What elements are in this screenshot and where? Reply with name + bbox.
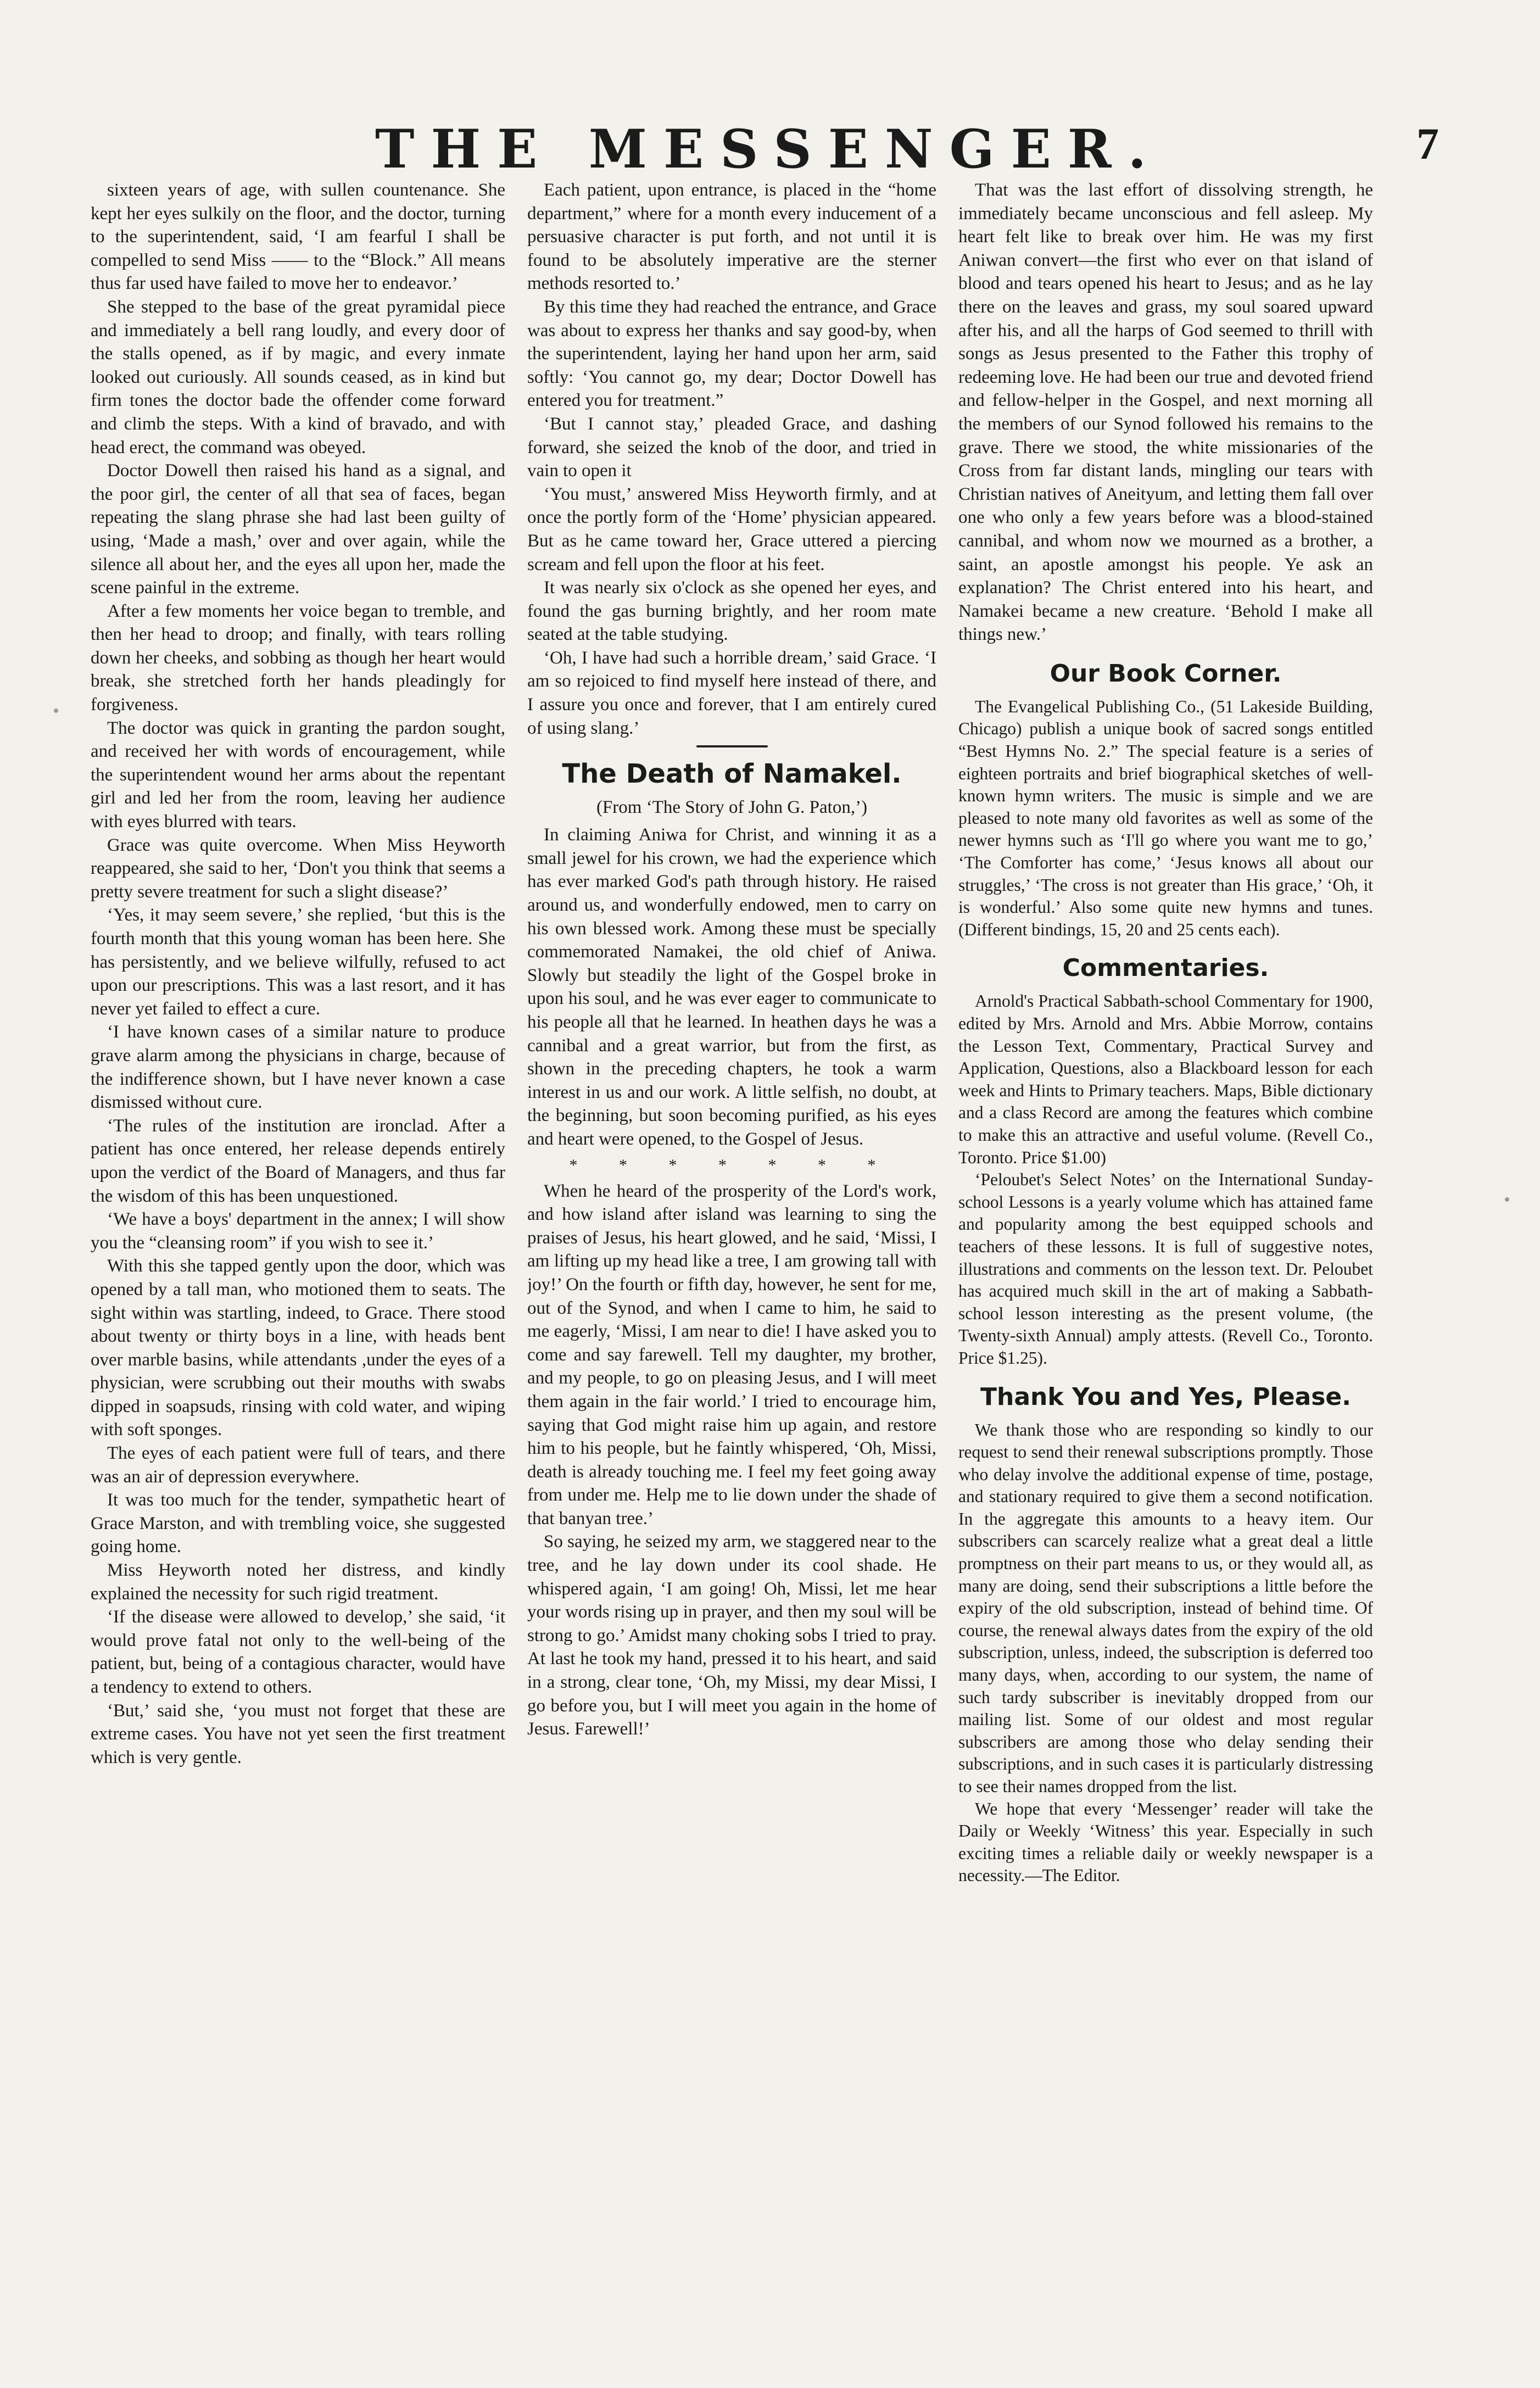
commentaries-body <box>958 990 1373 1369</box>
death-of-namakel-body <box>527 823 936 1151</box>
paragraph: ‘The rules of the institution are ironclad. After a patient has once entered, her release depends entirely upon the verdict of the Board of Managers, and thus far the wisdom of this has been unquestioned. <box>91 1115 505 1206</box>
paragraph: ‘Peloubet's Select Notes’ on the International Sunday-school Lessons is a yearly volume which has attained fame and popularity among the best equipped schools and teachers of these lessons. It is full of suggestive notes, illustrations and comments on the lesson text. Dr. Peloubet has acquired much skill in the art of making a Sabbath-school lesson interesting as the present volume, (the Twenty-sixth Annual) amply attests. (Revell Co., Toronto. Price $1.25). <box>958 1170 1373 1368</box>
commentaries-heading: Commentaries. <box>1062 954 1269 983</box>
paragraph: Miss Heyworth noted her distress, and kindly explained the necessity for such rigid treatment. <box>91 1560 505 1604</box>
story-conclusion <box>527 178 936 740</box>
paragraph: So saying, he seized my arm, we staggered near to the tree, and he lay down under its cool shade. He whispered again, ‘I am going! Oh, Missi, let me hear your words rising up in prayer, and then my soul will be strong to go.’ Amidst many choking sobs I tried to pray. At last he took my hand, pressed it to his heart, and said in a strong, clear tone, ‘Oh, my Missi, my dear Missi, I go before you, but I will meet you again in the home of Jesus. Farewell!’ <box>527 1532 936 1739</box>
namakel-conclusion <box>958 178 1373 646</box>
article-byline: (From ‘The Story of John G. Paton,’) <box>596 797 868 818</box>
paragraph: We thank those who are responding so kindly to our request to send their renewal subscriptions promptly. Those who delay involve the additional expense of time, postage, and stationary required to give them a second notification. In the aggregate this amounts to a heavy item. Our subscribers can scarcely realize what a great deal a little promptness on their part means to us, or they would all, as many are doing, send their subscriptions a little before the expiry of the old subscription, instead of behind time. Of course, the renewal always dates from the expiry of the old subscription, unless, indeed, the subscription is deferred too many days, when, according to our system, the name of such tardy subscriber is inevitably dropped from our mailing list. Some of our oldest and most regular subscribers are among those who delay sending their subscriptions, and in such cases it is particularly distressing to see their names dropped from the list. <box>958 1420 1373 1796</box>
paragraph: It was too much for the tender, sympathetic heart of Grace Marston, and with trembling voice, she suggested going home. <box>91 1490 505 1557</box>
paragraph: ‘Yes, it may seem severe,’ she replied, ‘but this is the fourth month that this young woman has been here. She has persistently, and we believe wilfully, refused to act upon our prescriptions. This was a last resort, and it has never yet failed to effect a cure. <box>91 905 505 1019</box>
death-of-namakel-body-continued <box>527 1180 936 1741</box>
paragraph: The Evangelical Publishing Co., (51 Lakeside Building, Chicago) publish a unique book of sacred songs entitled “Best Hymns No. 2.” The special feature is a series of eighteen portraits and brief biographical sketches of well-known hymn writers. The music is simple and we are pleased to note many old favorites as well as some of the newer hymns such as ‘I'll go where you want me to go,’ ‘The Comforter has come,’ ‘Jesus knows all about our struggles,’ ‘The cross is not greater than His grace,’ ‘Oh, it is wonderful.’ Also some quite new hymns and tunes. (Different bindings, 15, 20 and 25 cents each). <box>958 696 1373 939</box>
paragraph: After a few moments her voice began to tremble, and then her head to droop; and finally, with tears rolling down her cheeks, and sobbing as though her heart would break, she stretched forth her hands pleadingly for forgiveness. <box>91 601 505 715</box>
paragraph: The eyes of each patient were full of tears, and there was an air of depression everywhere. <box>91 1443 505 1487</box>
page-number: 7 <box>1416 119 1439 169</box>
section-divider <box>696 745 768 747</box>
paragraph: In claiming Aniwa for Christ, and winning it as a small jewel for his crown, we had the experience which has ever marked God's path through history. He raised around us, and wonderfully endowed, men to carry on his own blessed work. Among these must be specially commemorated Namakei, the old chief of Aniwa. Slowly but steadily the light of the Gospel broke in upon his soul, and he was ever eager to communicate to his people all that he learned. In heathen days he was a cannibal and a great warrior, but from the first, as shown in the preceding chapters, he took a warm interest in us and our work. A little selfish, no doubt, at the beginning, but soon becoming purified, as his eyes and heart were opened, to the Gospel of Jesus. <box>527 825 936 1149</box>
paragraph: By this time they had reached the entrance, and Grace was about to express her thanks and say good-by, when the superintendent, laying her hand upon her arm, said softly: ‘You cannot go, my dear; Doctor Dowell has entered you for treatment.” <box>527 297 936 411</box>
paragraph: When he heard of the prosperity of the Lord's work, and how island after island was learning to sing the praises of Jesus, his heart glowed, and he said, ‘Missi, I am lifting up my head like a tree, I am growing tall with joy!’ On the fourth or fifth day, however, he sent for me, out of the Synod, and when I came to him, he said to me eagerly, ‘Missi, I am near to die! I have asked you to come and say farewell. Tell my daughter, my brother, and my people, to go on pleasing Jesus, and I will meet them again in the fair world.’ I tried to encourage him, saying that God might raise him up again, and restore him to his people, but he faintly whispered, ‘Oh, Missi, death is already touching me. I feel my feet going away from under me. Help me to lie down under the shade of that banyan tree.’ <box>527 1181 936 1528</box>
thank-you-heading: Thank You and Yes, Please. <box>980 1382 1351 1411</box>
paragraph: ‘You must,’ answered Miss Heyworth firmly, and at once the portly form of the ‘Home’ physician appeared. But as he came toward her, Grace uttered a piercing scream and fell upon the floor at his feet. <box>527 484 936 574</box>
death-of-namakel-heading: The Death of Namakel. <box>562 758 902 790</box>
thank-you-body <box>958 1419 1373 1887</box>
paragraph: ‘But I cannot stay,’ pleaded Grace, and dashing forward, she seized the knob of the door, and tried in vain to open it <box>527 414 936 481</box>
paragraph: Arnold's Practical Sabbath-school Commentary for 1900, edited by Mrs. Arnold and Mrs. Abbie Morrow, contains the Lesson Text, Commentary, Practical Survey and Application, Questions, also a Blackboard lesson for each week and Hints to Primary teachers. Maps, Bible dictionary and a class Record are among the features which combine to make this an attractive and useful volume. (Revell Co., Toronto. Price $1.00) <box>958 991 1373 1167</box>
book-corner-heading: Our Book Corner. <box>1050 659 1282 688</box>
page-header <box>88 118 1450 178</box>
paragraph: Each patient, upon entrance, is placed in the “home department,” where for a month every inducement of a persuasive character is put forth, and not until it is found to be absolutely imperative are the sterner methods resorted to.’ <box>527 180 936 294</box>
scan-speck <box>1505 1197 1509 1202</box>
paragraph: Grace was quite overcome. When Miss Heyworth reappeared, she said to her, ‘Don't you think that seems a pretty severe treatment for such a slight disease?’ <box>91 835 505 902</box>
paragraph: That was the last effort of dissolving strength, he immediately became unconscious and fell asleep. My heart felt like to break over him. He was my first Aniwan convert—the first who ever on that island of blood and tears opened his heart to Jesus; and as he lay there on the leaves and grass, my soul soared upward after his, and all the harps of God seemed to thrill with songs as Jesus presented to the Father this trophy of redeeming love. He had been our true and devoted friend and fellow-helper in the Gospel, and next morning all the members of our Synod followed his remains to the grave. There we stood, the white missionaries of the Cross from far distant lands, mingling our tears with Christian natives of Aneityum, and letting them fall over one who only a few years before was a blood-stained cannibal, and whom now we mourned as a brother, a saint, an apostle amongst his people. Ye ask an explanation? The Christ entered into his heart, and Namakei became a new creature. ‘Behold I make all things new.’ <box>958 180 1373 645</box>
book-corner-body <box>958 696 1373 941</box>
paragraph: sixteen years of age, with sullen countenance. She kept her eyes sulkily on the floor, and the doctor, turning to the superintendent, said, ‘I am fearful I shall be compelled to send Miss —— to the “Block.” All means thus far used have failed to move her to endeavor.’ <box>91 180 505 294</box>
paragraph: The doctor was quick in granting the pardon sought, and received her with words of encouragement, while the superintendent wound her arms about the repentant girl and led her from the room, leaving her audience with eyes blurred with tears. <box>91 718 505 832</box>
paragraph: ‘If the disease were allowed to develop,’ she said, ‘it would prove fatal not only to the well-being of the patient, but, being of a contagious character, would have a tendency to extend to others. <box>91 1607 505 1697</box>
section-break-stars: * * * * * * * <box>569 1156 895 1174</box>
story-continuation <box>91 178 505 1769</box>
paragraph: ‘We have a boys' department in the annex; I will show you the “cleansing room” if you wish to see it.’ <box>91 1209 505 1253</box>
paragraph: It was nearly six o'clock as she opened her eyes, and found the gas burning brightly, and her room mate seated at the table studying. <box>527 578 936 645</box>
paragraph: Doctor Dowell then raised his hand as a signal, and the poor girl, the center of all that sea of faces, began repeating the slang phrase she had last been guilty of using, ‘Made a mash,’ over and over again, while the silence all about her, and the eyes all upon her, made the scene painful in the extreme. <box>91 461 505 598</box>
column-middle <box>527 178 936 2370</box>
paragraph: ‘Oh, I have had such a horrible dream,’ said Grace. ‘I am so rejoiced to find myself here instead of there, and I assure you once and forever, that I am entirely cured of using slang.’ <box>527 648 936 738</box>
paragraph: ‘But,’ said she, ‘you must not forget that these are extreme cases. You have not yet seen the first treatment which is very gentle. <box>91 1700 505 1767</box>
scan-speck <box>54 708 58 713</box>
paragraph: ‘I have known cases of a similar nature to produce grave alarm among the physicians in charge, because of the indifference shown, but I have never known a case dismissed without cure. <box>91 1022 505 1113</box>
column-left <box>91 178 505 2370</box>
column-right <box>958 178 1373 2370</box>
paragraph: We hope that every ‘Messenger’ reader will take the Daily or Weekly ‘Witness’ this year. Especially in such exciting times a reliable daily or weekly newspaper is a necessity.—The Editor. <box>958 1799 1373 1885</box>
masthead-title: THE MESSENGER. <box>375 118 1163 180</box>
paragraph: She stepped to the base of the great pyramidal piece and immediately a bell rang loudly, and every door of the stalls opened, as if by magic, and every inmate looked out curiously. All sounds ceased, as in kind but firm tones the doctor bade the offender come forward and climb the steps. With a kind of bravado, and with head erect, the command was obeyed. <box>91 297 505 457</box>
paragraph: With this she tapped gently upon the door, which was opened by a tall man, who motioned them to seats. The sight within was startling, indeed, to Grace. There stood about twenty or thirty boys in a line, with heads bent over marble basins, while attendants ,under the eyes of a physician, were scrubbing out their mouths with swabs dipped in soapsuds, rinsing with cold water, and wiping with soft sponges. <box>91 1256 505 1440</box>
